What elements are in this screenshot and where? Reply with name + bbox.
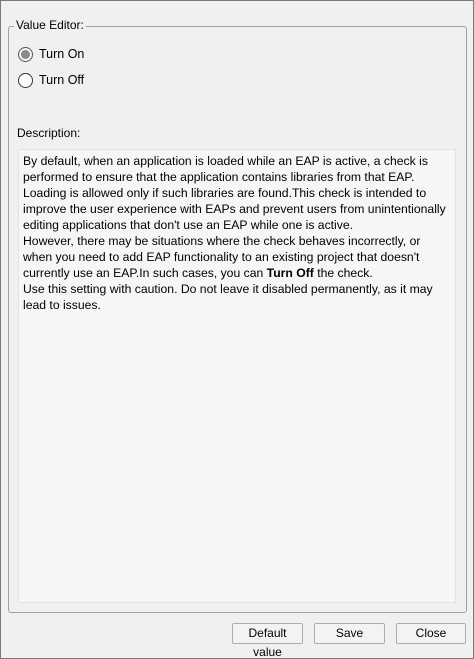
description-p2-text: However, there may be situations where the check behaves incorrectly, or when you need to add EAP functionality to an existing project that doesn't currently use an EAP.In such cases, you can — [23, 234, 421, 280]
description-text-area — [18, 149, 456, 603]
description-paragraph-2 — [23, 233, 451, 281]
default-value-button[interactable]: Default value — [232, 623, 303, 644]
description-paragraph-1: By default, when an application is loaded while an EAP is active, a check is performed to ensure that the application contains libraries from that EAP. Loading is allowed only if such libraries are found.This check is intended to improve the user experience with EAPs and prevent users from unintentionally editing applications that don't use an EAP while one is active. — [23, 154, 446, 232]
turn-on-radio[interactable] — [18, 47, 33, 62]
turn-off-radio[interactable] — [18, 73, 33, 88]
turn-off-emphasis: Turn Off — [266, 266, 314, 280]
description-label: Description: — [17, 126, 81, 140]
description-paragraph-3: Use this setting with caution. Do not leave it disabled permanently, as it may lead to issues. — [23, 282, 433, 312]
value-editor-title: Value Editor: — [16, 18, 84, 32]
close-button[interactable]: Close — [396, 623, 466, 644]
radio-selected-dot — [21, 50, 30, 59]
turn-off-option[interactable] — [18, 71, 84, 89]
description-p2-end: the check. — [313, 266, 373, 280]
turn-on-option[interactable] — [18, 45, 84, 63]
turn-off-label: Turn Off — [39, 73, 85, 87]
save-button[interactable]: Save — [314, 623, 385, 644]
turn-on-label: Turn On — [39, 47, 85, 61]
